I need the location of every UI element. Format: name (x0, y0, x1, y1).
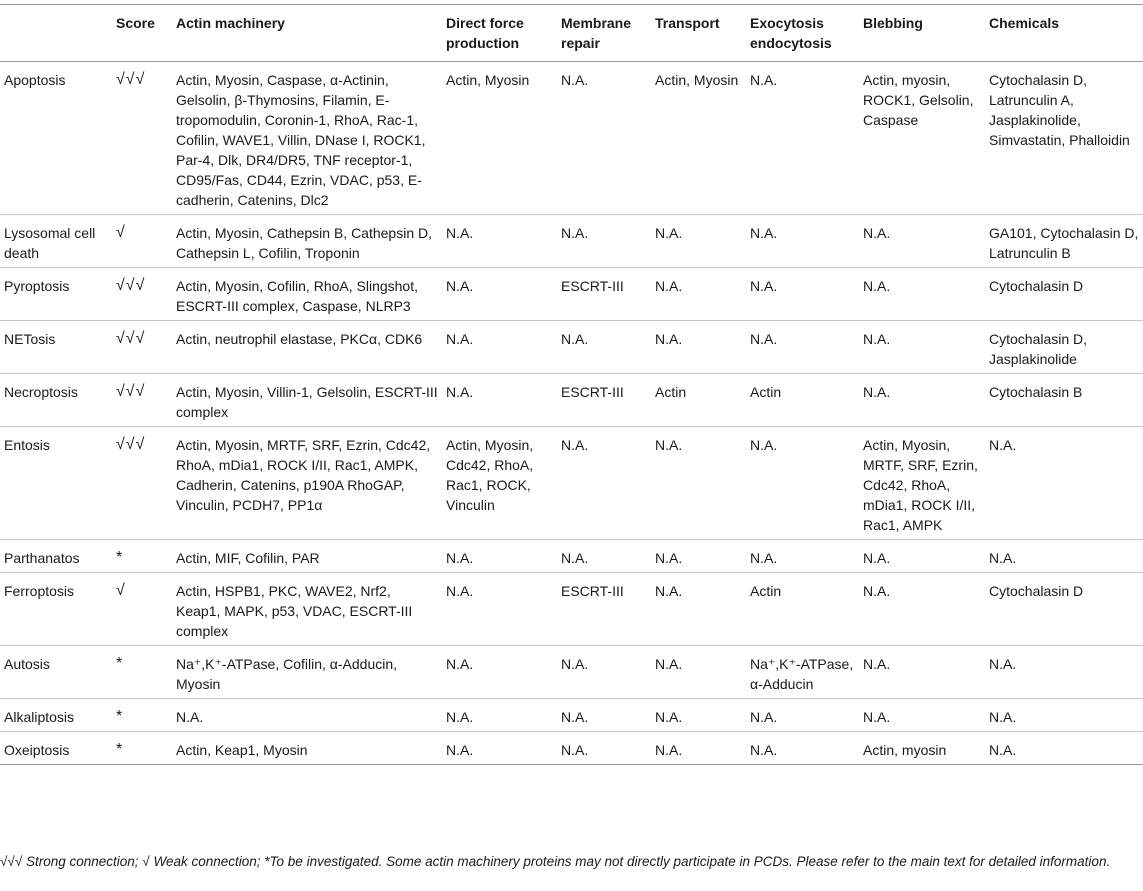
cell-direct-force-production: N.A. (446, 225, 474, 241)
cell-pcd-name: Necroptosis (4, 384, 78, 400)
cell-exocytosis-endocytosis: N.A. (750, 437, 778, 453)
cell-blebbing: Actin, myosin, ROCK1, Gelsolin, Caspase (863, 72, 974, 128)
cell-chemicals: Cytochalasin D, Latrunculin A, Jasplakinolide, Simvastatin, Phalloidin (989, 72, 1130, 148)
cell-actin-machinery: Actin, Myosin, Caspase, α-Actinin, Gelsolin, β-Thymosins, Filamin, E-tropomodulin, Coronin-1, RhoA, Rac-1, Cofilin, WAVE1, Villin, DNase I, ROCK1, Par-4, Dlk, DR4/DR5, TNF receptor-1, CD95/Fas, CD44, Ezrin, VDAC, p53, E-cadherin, Catenins, Dlc2 (176, 72, 426, 208)
cell-exocytosis-endocytosis: Actin (750, 583, 782, 599)
cell-membrane-repair: N.A. (561, 225, 589, 241)
cell-pcd-name: Alkaliptosis (4, 709, 75, 725)
header-cell-transport: Transport (655, 15, 720, 31)
header-cell-direct-force-production: Direct force production (446, 15, 524, 51)
cell-score: √√√ (116, 436, 146, 453)
cell-chemicals: Cytochalasin B (989, 384, 1083, 400)
cell-direct-force-production: N.A. (446, 331, 474, 347)
cell-transport: N.A. (655, 437, 683, 453)
cell-direct-force-production: N.A. (446, 550, 474, 566)
cell-pcd-name: Autosis (4, 656, 50, 672)
cell-membrane-repair: N.A. (561, 550, 589, 566)
cell-blebbing: Actin, Myosin, MRTF, SRF, Ezrin, Cdc42, RhoA, mDia1, ROCK I/II, Rac1, AMPK (863, 437, 978, 533)
cell-transport: N.A. (655, 550, 683, 566)
cell-pcd-name: NETosis (4, 331, 56, 347)
cell-chemicals: N.A. (989, 550, 1017, 566)
header-cell-membrane-repair: Membrane repair (561, 15, 632, 51)
header-cell-name (0, 5, 112, 62)
cell-actin-machinery: Actin, HSPB1, PKC, WAVE2, Nrf2, Keap1, MAPK, p53, VDAC, ESCRT-III complex (176, 583, 413, 639)
cell-chemicals: Cytochalasin D (989, 583, 1084, 599)
cell-actin-machinery: Actin, Myosin, Cofilin, RhoA, Slingshot, ESCRT-III complex, Caspase, NLRP3 (176, 278, 418, 314)
cell-score: * (116, 708, 124, 725)
cell-pcd-name: Ferroptosis (4, 583, 75, 599)
cell-actin-machinery: Actin, neutrophil elastase, PKCα, CDK6 (176, 331, 423, 347)
table-row (0, 540, 1143, 573)
header-cell-exocytosis-endocytosis: Exocytosis endocytosis (750, 15, 832, 51)
cell-exocytosis-endocytosis: N.A. (750, 550, 778, 566)
cell-pcd-name: Entosis (4, 437, 50, 453)
cell-pcd-name: Lysosomal cell death (4, 225, 96, 261)
cell-actin-machinery: Actin, Myosin, MRTF, SRF, Ezrin, Cdc42, RhoA, mDia1, ROCK I/II, Rac1, AMPK, Cadherin, Catenins, p190A RhoGAP, Vinculin, PCDH7, PP1α (176, 437, 431, 513)
header-cell-blebbing: Blebbing (863, 15, 923, 31)
cell-membrane-repair: ESCRT-III (561, 384, 624, 400)
cell-exocytosis-endocytosis: N.A. (750, 331, 778, 347)
cell-blebbing: N.A. (863, 656, 891, 672)
cell-transport: N.A. (655, 225, 683, 241)
table-row (0, 732, 1143, 765)
cell-pcd-name: Apoptosis (4, 72, 66, 88)
cell-exocytosis-endocytosis: Actin (750, 384, 782, 400)
cell-membrane-repair: N.A. (561, 72, 589, 88)
table-row (0, 321, 1143, 374)
cell-actin-machinery: Na⁺,K⁺-ATPase, Cofilin, α-Adducin, Myosin (176, 656, 398, 692)
cell-direct-force-production: Actin, Myosin (446, 72, 530, 88)
cell-chemicals: N.A. (989, 656, 1017, 672)
table-row (0, 646, 1143, 699)
cell-chemicals: N.A. (989, 709, 1017, 725)
cell-score: √√√ (116, 330, 146, 347)
cell-actin-machinery: N.A. (176, 709, 204, 725)
cell-blebbing: N.A. (863, 550, 891, 566)
cell-chemicals: GA101, Cytochalasin D, Latrunculin B (989, 225, 1139, 261)
cell-chemicals: Cytochalasin D (989, 278, 1084, 294)
cell-membrane-repair: N.A. (561, 742, 589, 758)
cell-direct-force-production: N.A. (446, 709, 474, 725)
cell-direct-force-production: N.A. (446, 583, 474, 599)
cell-exocytosis-endocytosis: N.A. (750, 278, 778, 294)
cell-chemicals: N.A. (989, 742, 1017, 758)
cell-actin-machinery: Actin, Myosin, Villin-1, Gelsolin, ESCRT-III complex (176, 384, 438, 420)
cell-transport: N.A. (655, 583, 683, 599)
cell-exocytosis-endocytosis: N.A. (750, 225, 778, 241)
table-row (0, 699, 1143, 732)
cell-transport: N.A. (655, 278, 683, 294)
cell-actin-machinery: Actin, Myosin, Cathepsin B, Cathepsin D, Cathepsin L, Cofilin, Troponin (176, 225, 433, 261)
cell-blebbing: N.A. (863, 709, 891, 725)
table-body (0, 62, 1143, 765)
pcd-actin-table (0, 4, 1143, 765)
cell-score: √ (116, 582, 126, 599)
cell-transport: Actin, Myosin (655, 72, 739, 88)
cell-score: * (116, 549, 124, 566)
cell-chemicals: Cytochalasin D, Jasplakinolide (989, 331, 1088, 367)
cell-blebbing: Actin, myosin (863, 742, 947, 758)
cell-pcd-name: Parthanatos (4, 550, 80, 566)
cell-actin-machinery: Actin, Keap1, Myosin (176, 742, 308, 758)
cell-direct-force-production: Actin, Myosin, Cdc42, RhoA, Rac1, ROCK, Vinculin (446, 437, 534, 513)
cell-membrane-repair: ESCRT-III (561, 583, 624, 599)
cell-exocytosis-endocytosis: N.A. (750, 72, 778, 88)
cell-blebbing: N.A. (863, 278, 891, 294)
cell-transport: N.A. (655, 331, 683, 347)
cell-direct-force-production: N.A. (446, 384, 474, 400)
cell-score: * (116, 655, 124, 672)
cell-direct-force-production: N.A. (446, 742, 474, 758)
table-row (0, 62, 1143, 215)
table-row (0, 573, 1143, 646)
cell-transport: N.A. (655, 709, 683, 725)
cell-score: √ (116, 224, 126, 241)
cell-blebbing: N.A. (863, 331, 891, 347)
cell-score: √√√ (116, 277, 146, 294)
header-cell-actin-machinery: Actin machinery (176, 15, 285, 31)
cell-actin-machinery: Actin, MIF, Cofilin, PAR (176, 550, 320, 566)
cell-blebbing: N.A. (863, 225, 891, 241)
header-row (0, 5, 1143, 62)
cell-score: * (116, 741, 124, 758)
cell-membrane-repair: ESCRT-III (561, 278, 624, 294)
cell-membrane-repair: N.A. (561, 656, 589, 672)
cell-blebbing: N.A. (863, 583, 891, 599)
cell-pcd-name: Pyroptosis (4, 278, 70, 294)
cell-blebbing: N.A. (863, 384, 891, 400)
table-footnote: √√√ Strong connection; √ Weak connection; *To be investigated. Some actin machinery proteins may not directly participate in PCDs. Please refer to the main text for detailed information. (0, 854, 1111, 869)
header-cell-chemicals: Chemicals (989, 15, 1060, 31)
header-cell-score: Score (116, 15, 155, 31)
cell-score: √√√ (116, 383, 146, 400)
cell-direct-force-production: N.A. (446, 656, 474, 672)
table-row (0, 374, 1143, 427)
cell-chemicals: N.A. (989, 437, 1017, 453)
cell-score: √√√ (116, 71, 146, 88)
cell-transport: Actin (655, 384, 687, 400)
table-row (0, 215, 1143, 268)
cell-membrane-repair: N.A. (561, 709, 589, 725)
cell-exocytosis-endocytosis: N.A. (750, 709, 778, 725)
cell-membrane-repair: N.A. (561, 331, 589, 347)
cell-exocytosis-endocytosis: N.A. (750, 742, 778, 758)
table-row (0, 427, 1143, 540)
cell-exocytosis-endocytosis: Na⁺,K⁺-ATPase, α-Adducin (750, 656, 854, 692)
cell-direct-force-production: N.A. (446, 278, 474, 294)
cell-membrane-repair: N.A. (561, 437, 589, 453)
cell-transport: N.A. (655, 742, 683, 758)
cell-transport: N.A. (655, 656, 683, 672)
table-row (0, 268, 1143, 321)
cell-pcd-name: Oxeiptosis (4, 742, 70, 758)
